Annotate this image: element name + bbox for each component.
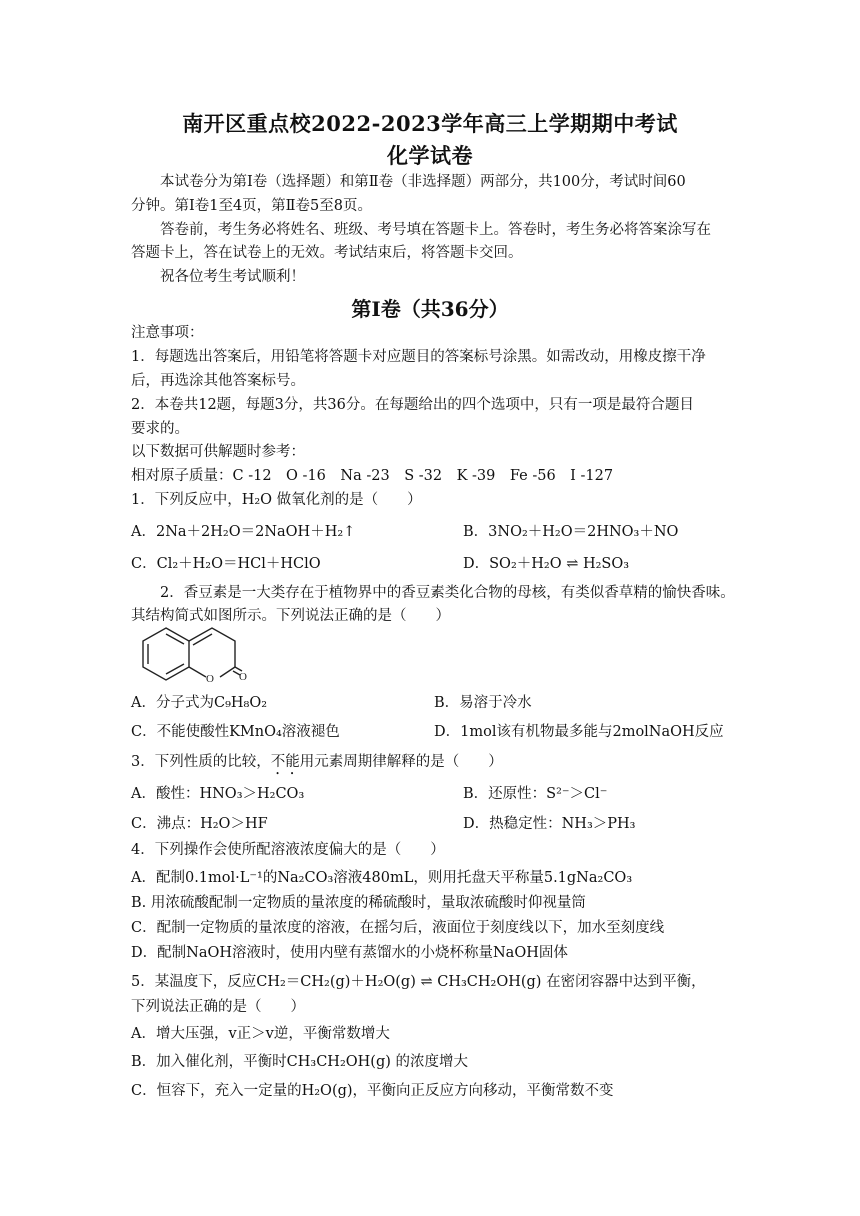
q2-stem-line1: 2．香豆素是一大类存在于植物界中的香豆素类化合物的母核，有类似香草精的愉快香味。 (160, 585, 735, 601)
q2-option-c: C．不能使酸性KMnO₄溶液褪色 (131, 724, 340, 740)
q5-option-b: B．加入催化剂，平衡时CH₃CH₂OH(g) 的浓度增大 (131, 1054, 468, 1070)
section-heading: 第Ⅰ卷（共36分） (351, 297, 509, 321)
q3-option-a: A．酸性：HNO₃＞H₂CO₃ (131, 786, 305, 802)
intro-p2-line1: 答卷前，考生务必将姓名、班级、考号填在答题卡上。答卷时，考生务必将答案涂写在 (160, 222, 711, 238)
intro-p2-line2: 答题卡上，答在试卷上的无效。考试结束后，将答题卡交回。 (131, 245, 523, 261)
atomic-masses: 相对原子质量：C -12 O -16 Na -23 S -32 K -39 Fe -56 I -127 (131, 468, 614, 484)
q3-stem-pre: 3．下列性质的比较， (131, 754, 271, 770)
q4-stem: 4．下列操作会使所配溶液浓度偏大的是（ ） (131, 842, 445, 858)
q2-option-a: A．分子式为C₉H₈O₂ (131, 695, 268, 711)
q4-option-d: D．配制NaOH溶液时，使用内壁有蒸馏水的小烧杯称量NaOH固体 (131, 945, 568, 961)
q2-stem-line2: 其结构简式如图所示。下列说法正确的是（ ） (131, 608, 450, 624)
q3-option-c: C．沸点：H₂O＞HF (131, 816, 268, 832)
q2-option-d: D．1mol该有机物最多能与2molNaOH反应 (434, 724, 724, 740)
q3-stem (131, 752, 731, 778)
q1-option-d: D．SO₂＋H₂O ⇌ H₂SO₃ (463, 556, 630, 572)
intro-wish: 祝各位考生考试顺利！ (160, 269, 305, 285)
notice-2-line1: 2．本卷共12题，每题3分，共36分。在每题给出的四个选项中，只有一项是最符合题目 (131, 397, 694, 413)
q5-stem-line2: 下列说法正确的是（ ） (131, 999, 305, 1015)
q4-option-b: B. 用浓硫酸配制一定物质的量浓度的稀硫酸时，量取浓硫酸时仰视量筒 (131, 895, 586, 911)
q1-option-b: B．3NO₂＋H₂O＝2HNO₃＋NO (463, 524, 679, 540)
exam-subject: 化学试卷 (387, 143, 473, 168)
q3-option-b: B．还原性：S²⁻＞Cl⁻ (463, 786, 608, 802)
svg-text:O: O (239, 671, 247, 683)
q3-stem-post: 用元素周期律解释的是（ ） (299, 754, 503, 770)
svg-text:O: O (206, 673, 214, 685)
exam-title: 南开区重点校2022-2023学年高三上学期期中考试 (182, 111, 678, 136)
q2-option-b: B．易溶于冷水 (434, 695, 532, 711)
q5-option-a: A．增大压强，v正＞v逆，平衡常数增大 (131, 1026, 390, 1042)
notice-2-line2: 要求的。 (131, 421, 189, 437)
intro-p1-line2: 分钟。第Ⅰ卷1至4页，第Ⅱ卷5至8页。 (131, 198, 372, 214)
q3-option-d: D．热稳定性：NH₃＞PH₃ (463, 816, 636, 832)
intro-p1-line1: 本试卷分为第Ⅰ卷（选择题）和第Ⅱ卷（非选择题）两部分，共100分，考试时间60 (160, 174, 686, 190)
q4-option-a: A．配制0.1mol·L⁻¹的Na₂CO₃溶液480mL，则用托盘天平称量5.1gNa₂CO₃ (131, 870, 633, 886)
notice-title: 注意事项： (131, 325, 204, 341)
q1-option-a: A．2Na＋2H₂O＝2NaOH＋H₂↑ (131, 524, 356, 540)
q1-option-c: C．Cl₂＋H₂O＝HCl＋HClO (131, 556, 321, 572)
q5-option-c: C．恒容下，充入一定量的H₂O(g)，平衡向正反应方向移动，平衡常数不变 (131, 1083, 614, 1099)
data-reference: 以下数据可供解题时参考： (131, 444, 305, 460)
notice-1-line1: 1．每题选出答案后，用铅笔将答题卡对应题目的答案标号涂黑。如需改动，用橡皮擦干净 (131, 349, 706, 365)
q5-stem-line1: 5．某温度下，反应CH₂＝CH₂(g)＋H₂O(g) ⇌ CH₃CH₂OH(g) 在密闭容器中达到平衡， (131, 974, 706, 990)
notice-1-line2: 后，再选涂其他答案标号。 (131, 373, 305, 389)
q1-stem: 1．下列反应中，H₂O 做氧化剂的是（ ） (131, 492, 422, 508)
q3-stem-emphasis: 不能 (270, 754, 300, 770)
q4-option-c: C．配制一定物质的量浓度的溶液，在摇匀后，液面位于刻度线以下，加水至刻度线 (131, 920, 665, 936)
coumarin-structure-image (138, 625, 248, 687)
